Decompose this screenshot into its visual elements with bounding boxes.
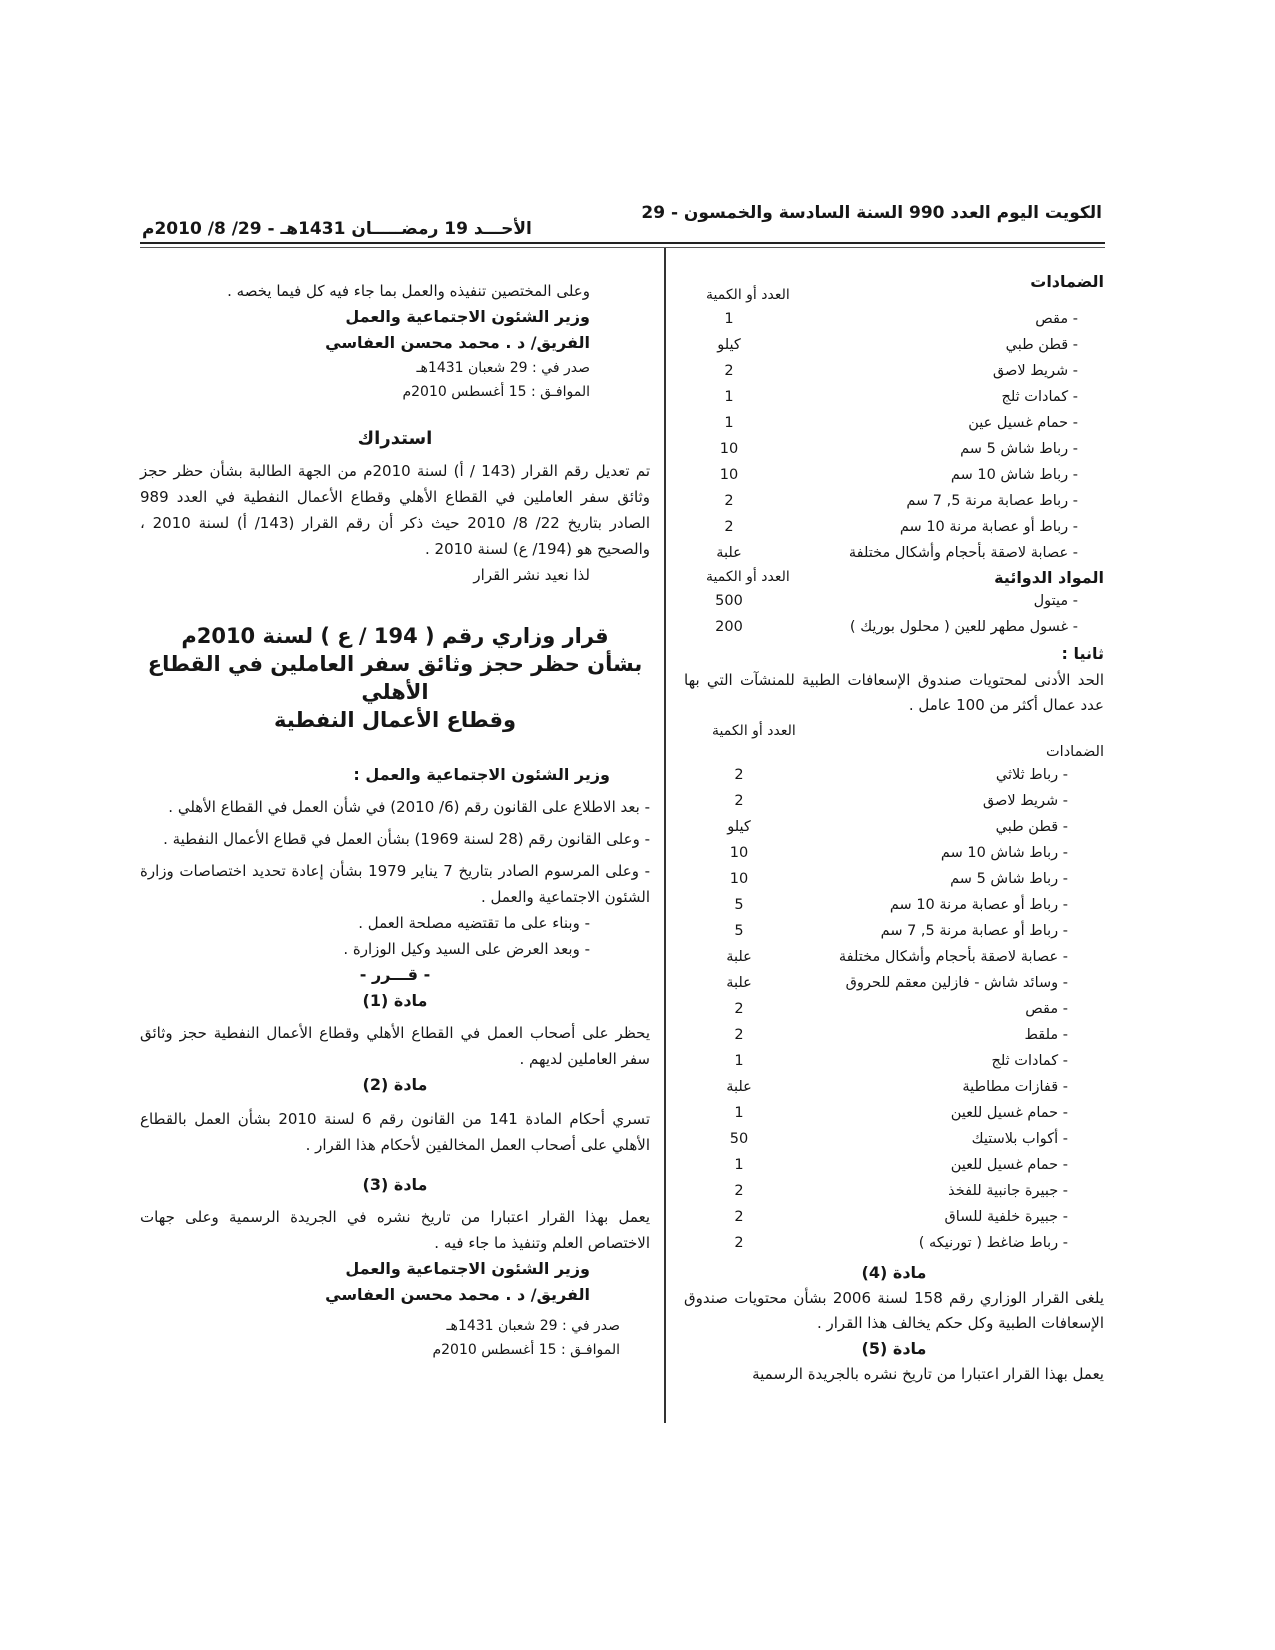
recital: - بعد الاطلاع على القانون رقم (6/ 2010) في شأن العمل في القطاع الأهلي . [168,798,650,816]
page-header [142,203,1102,243]
item-quantity: 2 [734,1235,744,1251]
item-name: - رباط ضاغط ( تورنيكه ) [918,1235,1068,1251]
decree-subject: وقطاع الأعمال النفطية [273,708,516,732]
recital: - وعلى المرسوم الصادر بتاريخ 7 يناير 1979 بشأن إعادة تحديد اختصاصات وزارة الشئون الاجتماعية والعمل . [140,862,651,906]
item-quantity: 10 [729,871,749,887]
list-item [684,1022,1104,1048]
recitals-list [140,794,650,910]
item-quantity: 2 [724,493,734,509]
item-name: - وسائد شاش - فازلين معقم للحروق [845,975,1068,991]
item-name: - قطن طبي [995,819,1068,835]
minister-title: وزير الشئون الاجتماعية والعمل [345,307,590,326]
recital: - وبناء على ما تقتضيه مصلحة العمل . [358,914,590,932]
list-item [684,1204,1104,1230]
item-name: - رباط أو عصابة مرنة 10 سم [899,519,1078,535]
section-second-intro: الحد الأدنى لمحتويات صندوق الإسعافات الطبية للمنشآت التي بها عدد عمال أكثر من 100 عامل . [684,671,1104,714]
recital: - وعلى القانون رقم (28 لسنة 1969) بشأن العمل في قطاع الأعمال النفطية . [163,830,650,848]
header-issue-info: الكويت اليوم العدد 990 السنة السادسة والخمسون - 29 [641,203,1102,223]
minister-intro: وزير الشئون الاجتماعية والعمل : [353,765,610,784]
list-item [684,866,1104,892]
list-item [684,918,1104,944]
list-item [684,944,1104,970]
list-item [684,410,1104,436]
item-quantity: 50 [729,1131,749,1147]
list-item [684,384,1104,410]
item-name: - ملقط [1024,1027,1068,1043]
medicines-list [684,588,1104,640]
item-name: - قفازات مطاطية [962,1079,1068,1095]
item-quantity: 1 [724,389,734,405]
list-item [684,462,1104,488]
item-name: - رباط أو عصابة مرنة 10 سم [889,897,1068,913]
item-name: - كمادات ثلج [991,1053,1068,1069]
item-quantity: 500 [715,593,743,609]
decree-title-block [140,622,650,734]
list-item [684,332,1104,358]
minister-title: وزير الشئون الاجتماعية والعمل [345,1259,590,1278]
dressings-title: الضمادات [1030,272,1104,291]
item-name: - شريط لاصق [982,793,1068,809]
dressings-list-large [684,762,1104,1256]
item-name: - جبيرة جانبية للفخذ [948,1183,1068,1199]
header-date: الأحـــد 19 رمضـــــان 1431هـ - 29/ 8/ 2010م [142,219,532,239]
item-quantity: 1 [734,1157,744,1173]
signer-name: الفريق/ د . محمد محسن العفاسي [325,1285,590,1304]
corresponding-date: الموافـق : 15 أغسطس 2010م [432,1342,620,1358]
list-item [684,840,1104,866]
article-title: مادة (2) [362,1075,428,1094]
qty-header: العدد أو الكمية [712,723,796,739]
list-item [684,588,1104,614]
dressings-list [684,306,1104,566]
article-text: يعمل بهذا القرار اعتبارا من تاريخ نشره في الجريدة الرسمية وعلى جهات الاختصاص العلم وتنفيذ ما جاء فيه . [140,1208,650,1252]
item-quantity: 1 [734,1053,744,1069]
list-item [684,1126,1104,1152]
list-item [684,970,1104,996]
item-name: - حمام غسيل للعين [950,1157,1068,1173]
item-quantity: 1 [734,1105,744,1121]
list-item [684,762,1104,788]
item-quantity: 2 [734,1027,744,1043]
item-quantity: 2 [734,1209,744,1225]
section-second-title: ثانيا : [1061,644,1104,663]
item-quantity: علبة [716,545,742,561]
decree-subject: بشأن حظر حجز وثائق سفر العاملين في القطاع الأهلي [147,652,643,704]
item-quantity: علبة [726,1079,752,1095]
item-quantity: 1 [724,415,734,431]
item-quantity: 2 [724,363,734,379]
article-text: يحظر على أصحاب العمل في القطاع الأهلي وقطاع الأعمال النفطية حجز وثائق سفر العاملين لديهم . [140,1024,650,1068]
issue-date: صدر في : 29 شعبان 1431هـ [416,360,590,376]
item-quantity: 10 [719,441,739,457]
signer-name: الفريق/ د . محمد محسن العفاسي [325,333,590,352]
item-name: - عصابة لاصقة بأحجام وأشكال مختلفة [838,949,1068,965]
list-item [684,306,1104,332]
item-quantity: 200 [715,619,743,635]
list-item [684,788,1104,814]
item-name: - مقص [1025,1001,1068,1017]
item-name: - رباط شاش 5 سم [950,871,1068,887]
item-quantity: 2 [724,519,734,535]
item-quantity: علبة [726,975,752,991]
item-quantity: كيلو [727,819,751,835]
list-item [684,892,1104,918]
item-quantity: 2 [734,1183,744,1199]
medicines-title: المواد الدوائية [994,568,1104,587]
issue-date: صدر في : 29 شعبان 1431هـ [446,1318,620,1334]
correction-text: تم تعديل رقم القرار (143 / أ) لسنة 2010م من الجهة الطالبة بشأن حظر حجز وثائق سفر العاملين في القطاع الأهلي وقطاع الأعمال النفطية في العدد 989 الصادر بتاريخ 22/ 8/ 2010 حيث ذكر أن رقم القرار (143/ أ) لسنة 2010 ، والصحيح هو (194/ ع) لسنة 2010 . [140,462,651,558]
list-item [684,1074,1104,1100]
item-quantity: 5 [734,923,744,939]
list-item [684,514,1104,540]
item-name: - حمام غسيل للعين [950,1105,1068,1121]
right-column [684,270,1104,1387]
item-name: - حمام غسيل عين [968,415,1078,431]
item-name: - جبيرة خلفية للساق [944,1209,1068,1225]
qty-header: العدد أو الكمية [706,287,790,303]
item-quantity: كيلو [717,337,741,353]
item-name: - قطن طبي [1005,337,1078,353]
header-rule [140,242,1105,244]
article-text: تسري أحكام المادة 141 من القانون رقم 6 لسنة 2010 بشأن العمل بالقطاع الأهلي على أصحاب العمل المخالفين لأحكام هذا القرار . [140,1110,650,1154]
item-name: - رباط شاش 10 سم [940,845,1068,861]
item-quantity: علبة [726,949,752,965]
article-text: يعمل بهذا القرار اعتبارا من تاريخ نشره بالجريدة الرسمية [752,1365,1104,1383]
item-name: - مقص [1035,311,1078,327]
corresponding-date: الموافـق : 15 أغسطس 2010م [402,384,590,400]
list-item [684,358,1104,384]
closing-paragraph: وعلى المختصين تنفيذه والعمل بما جاء فيه كل فيما يخصه . [227,282,590,300]
list-item [684,540,1104,566]
left-column [140,278,650,1362]
dressings-title: الضمادات [1046,744,1104,760]
list-item [684,1152,1104,1178]
item-name: - عصابة لاصقة بأحجام وأشكال مختلفة [848,545,1078,561]
decree-title: قرار وزاري رقم ( 194 / ع ) لسنة 2010م [181,624,609,648]
item-name: - غسول مطهر للعين ( محلول بوريك ) [849,619,1078,635]
list-item [684,814,1104,840]
item-name: - كمادات ثلج [1001,389,1078,405]
item-quantity: 2 [734,767,744,783]
item-name: - شريط لاصق [992,363,1078,379]
list-item [684,1048,1104,1074]
article-title: مادة (4) [861,1263,927,1282]
item-name: - رباط شاش 10 سم [950,467,1078,483]
item-name: - رباط شاش 5 سم [960,441,1078,457]
correction-end: لذا نعيد نشر القرار [473,566,590,584]
item-name: - ميتول [1033,593,1078,609]
item-name: - رباط ثلاثي [995,767,1068,783]
item-quantity: 10 [729,845,749,861]
column-divider [664,248,666,1423]
list-item [684,488,1104,514]
list-item [684,996,1104,1022]
article-title: مادة (3) [362,1175,428,1194]
list-item [684,1178,1104,1204]
correction-title: استدراك [357,428,433,449]
item-name: - رباط عصابة مرنة 5, 7 سم [906,493,1078,509]
article-title: مادة (1) [362,991,428,1010]
item-quantity: 10 [719,467,739,483]
header-rule-thin [140,247,1105,248]
list-item [684,614,1104,640]
list-item [684,436,1104,462]
item-name: - رباط أو عصابة مرنة 5, 7 سم [880,923,1068,939]
item-quantity: 1 [724,311,734,327]
item-name: - أكواب بلاستيك [971,1131,1068,1147]
article-text: يلغى القرار الوزاري رقم 158 لسنة 2006 بشأن محتويات صندوق الإسعافات الطبية وكل حكم يخالف هذا القرار . [684,1289,1105,1332]
item-quantity: 2 [734,793,744,809]
list-item [684,1100,1104,1126]
item-quantity: 2 [734,1001,744,1017]
qty-header: العدد أو الكمية [706,569,790,585]
decided-label: - قـــرر - [359,965,431,984]
recital: - وبعد العرض على السيد وكيل الوزارة . [343,940,590,958]
list-item [684,1230,1104,1256]
article-title: مادة (5) [861,1339,927,1358]
item-quantity: 5 [734,897,744,913]
